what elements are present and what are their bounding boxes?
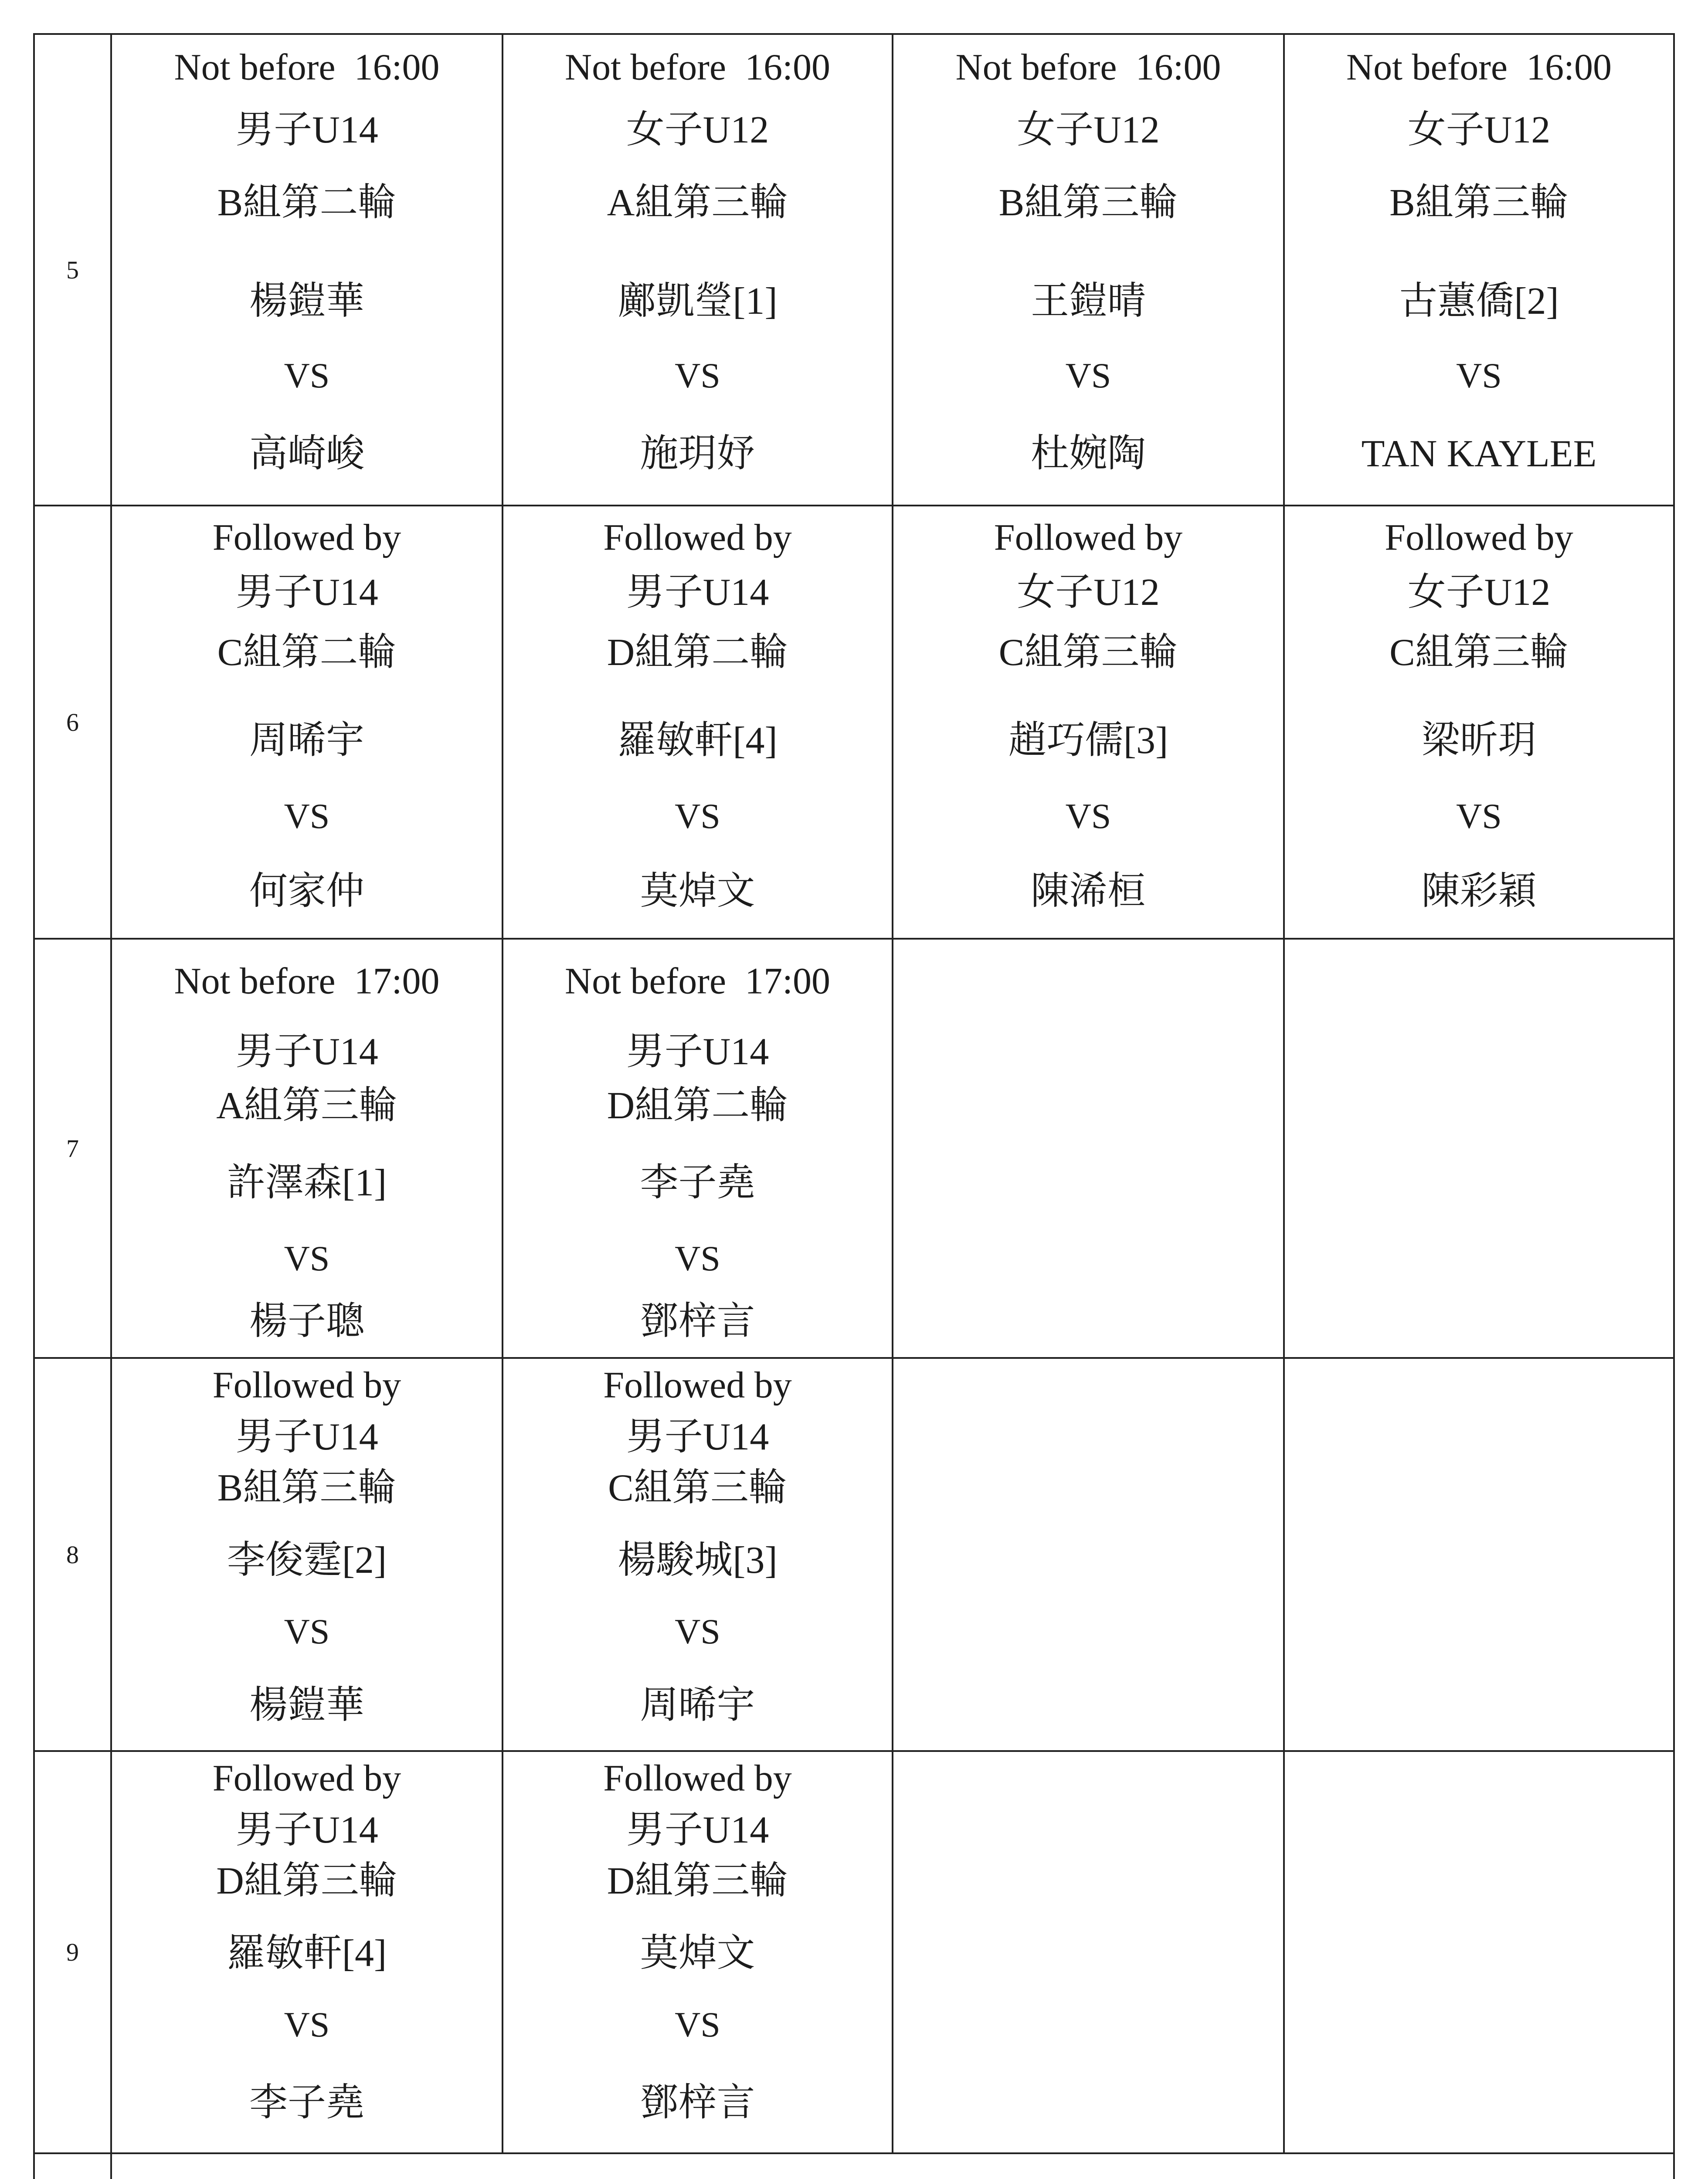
match-round: B組第三輪 <box>217 1467 397 1510</box>
match-category: 女子U12 <box>1017 109 1160 152</box>
match-round: C組第三輪 <box>1389 631 1569 674</box>
versus-label: VS <box>1456 796 1502 836</box>
versus-label: VS <box>1456 355 1502 395</box>
match-time: Followed by <box>1385 516 1573 558</box>
empty-cell <box>893 1752 1285 2154</box>
match-time: Followed by <box>603 1364 792 1406</box>
match-cell <box>1285 35 1675 506</box>
player-one: 王鎧晴 <box>1030 280 1146 323</box>
player-one: 楊駿城[3] <box>618 1539 778 1582</box>
match-time: Followed by <box>212 1364 401 1406</box>
match-cell <box>503 1359 893 1752</box>
match-category: 男子U14 <box>235 1416 378 1459</box>
match-cell <box>503 940 893 1359</box>
player-two: 施玥妤 <box>640 433 755 475</box>
notes-cell <box>112 2154 1675 2179</box>
order-number: 8 <box>35 1359 112 1752</box>
match-category: 男子U14 <box>235 1809 378 1852</box>
versus-label: VS <box>675 2004 720 2044</box>
player-two: 陳浠桓 <box>1030 870 1146 913</box>
match-round: D組第二輪 <box>607 631 788 674</box>
player-two: 陳彩穎 <box>1421 870 1537 913</box>
match-round: D組第三輪 <box>216 1860 397 1903</box>
match-category: 男子U14 <box>235 571 378 614</box>
match-category: 男子U14 <box>235 109 378 152</box>
player-two: 高崎峻 <box>249 433 364 475</box>
player-one: 羅敏軒[4] <box>618 720 778 762</box>
empty-cell <box>1285 1359 1675 1752</box>
match-category: 男子U14 <box>235 1031 378 1073</box>
match-cell <box>503 1752 893 2154</box>
match-round: D組第三輪 <box>607 1860 788 1903</box>
match-time: Followed by <box>212 516 401 558</box>
versus-label: VS <box>284 2004 330 2044</box>
match-category: 女子U12 <box>1407 109 1551 152</box>
versus-label: VS <box>675 1611 720 1651</box>
match-category: 男子U14 <box>626 1031 769 1073</box>
order-number: 5 <box>35 35 112 506</box>
match-round: A組第三輪 <box>607 182 788 224</box>
versus-label: VS <box>284 355 330 395</box>
match-time: Not before 16:00 <box>174 46 440 88</box>
player-one: 趙巧儒[3] <box>1008 720 1168 762</box>
player-two: 莫焯文 <box>640 870 755 913</box>
versus-label: VS <box>284 796 330 836</box>
player-two: 楊子聰 <box>249 1300 364 1343</box>
order-number: 7 <box>35 940 112 1359</box>
player-one: 古蕙僑[2] <box>1399 280 1559 323</box>
match-cell <box>112 35 503 506</box>
player-one: 許澤森[1] <box>227 1162 387 1205</box>
player-two: 鄧梓言 <box>640 1300 755 1343</box>
player-two: TAN KAYLEE <box>1361 433 1597 475</box>
match-round: C組第二輪 <box>217 631 397 674</box>
match-round: D組第二輪 <box>607 1085 788 1127</box>
player-one: 李俊霆[2] <box>227 1539 387 1582</box>
versus-label: VS <box>675 1238 720 1278</box>
player-two: 李子堯 <box>249 2082 364 2125</box>
match-cell <box>112 506 503 940</box>
player-two: 周晞宇 <box>640 1684 755 1727</box>
player-two: 楊鎧華 <box>249 1684 364 1727</box>
player-one: 鄺凱瑩[1] <box>618 280 778 323</box>
match-cell <box>112 1359 503 1752</box>
match-time: Followed by <box>212 1757 401 1799</box>
match-cell <box>1285 506 1675 940</box>
player-one: 周晞宇 <box>249 720 364 762</box>
match-category: 男子U14 <box>626 1416 769 1459</box>
order-number: 9 <box>35 1752 112 2154</box>
player-two: 杜婉陶 <box>1030 433 1146 475</box>
match-time: Followed by <box>603 1757 792 1799</box>
player-one: 李子堯 <box>640 1162 755 1205</box>
versus-label: VS <box>675 796 720 836</box>
empty-cell <box>1285 1752 1675 2154</box>
player-two: 何家仲 <box>249 870 364 913</box>
match-category: 女子U12 <box>1407 571 1551 614</box>
versus-label: VS <box>1065 355 1111 395</box>
notes-row-label <box>35 2154 112 2179</box>
match-cell <box>893 35 1285 506</box>
match-cell <box>503 506 893 940</box>
match-cell <box>893 506 1285 940</box>
versus-label: VS <box>284 1611 330 1651</box>
match-cell <box>503 35 893 506</box>
player-one: 羅敏軒[4] <box>227 1932 387 1975</box>
player-two: 鄧梓言 <box>640 2082 755 2125</box>
versus-label: VS <box>675 355 720 395</box>
match-time: Not before 16:00 <box>564 46 830 88</box>
match-category: 男子U14 <box>626 571 769 614</box>
match-cell <box>112 940 503 1359</box>
match-round: C組第三輪 <box>998 631 1178 674</box>
versus-label: VS <box>1065 796 1111 836</box>
match-category: 女子U12 <box>1017 571 1160 614</box>
match-cell <box>112 1752 503 2154</box>
match-round: C組第三輪 <box>608 1467 787 1510</box>
match-round: A組第三輪 <box>216 1085 397 1127</box>
match-time: Followed by <box>603 516 792 558</box>
match-time: Not before 17:00 <box>174 960 440 1002</box>
match-time: Followed by <box>994 516 1183 558</box>
match-round: B組第二輪 <box>217 182 397 224</box>
match-round: B組第三輪 <box>998 182 1178 224</box>
empty-cell <box>893 1359 1285 1752</box>
player-one: 梁昕玥 <box>1421 720 1537 762</box>
player-one: 莫焯文 <box>640 1932 755 1975</box>
match-time: Not before 17:00 <box>564 960 830 1002</box>
order-number: 6 <box>35 506 112 940</box>
match-category: 女子U12 <box>626 109 769 152</box>
match-category: 男子U14 <box>626 1809 769 1852</box>
empty-cell <box>893 940 1285 1359</box>
match-time: Not before 16:00 <box>955 46 1221 88</box>
match-round: B組第三輪 <box>1389 182 1569 224</box>
empty-cell <box>1285 940 1675 1359</box>
match-time: Not before 16:00 <box>1346 46 1612 88</box>
player-one: 楊鎧華 <box>249 280 364 323</box>
schedule-table <box>33 33 1675 2179</box>
versus-label: VS <box>284 1238 330 1278</box>
